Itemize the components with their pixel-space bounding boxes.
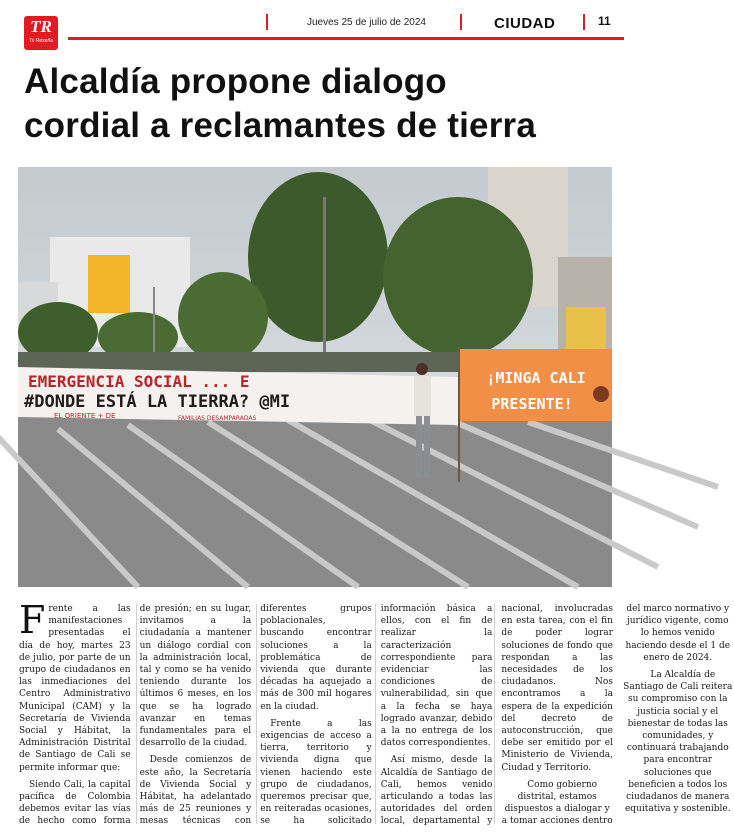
issue-date: Jueves 25 de julio de 2024 — [307, 17, 426, 28]
banner-text: FAMILIAS DESAMPARADAS — [178, 415, 257, 422]
header-separator — [583, 14, 585, 30]
tree — [383, 197, 533, 357]
flag-text: ¡MINGA CALI — [486, 369, 586, 387]
headline-line: cordial a reclamantes de tierra — [24, 106, 537, 145]
article-paragraph: Desde comienzos de este año, la Secretaría de Vivienda Social y Hábitat, ha adelantado más de 25 reuniones y mesas técnicas con diferentes grupos poblacionales, buscando encontrar soluciones a la problemática de vivienda que durante décadas ha aquejado a más de 300 mil hogares en la ciudad. — [139, 604, 372, 827]
banner-text: EL ORIENTE + DE — [54, 412, 116, 420]
header-separator — [460, 14, 462, 30]
drop-cap: F — [19, 598, 46, 642]
article-paragraph: La Alcaldía de Santiago de Cali reitera su compromiso con la justicia social y el bienestar de todas las comunidades, y continuará trabajando para encontrar soluciones que beneficien a todos los ciudadanos de manera equitativa y sostenible. — [623, 670, 733, 815]
building-yellow-panel — [88, 255, 130, 313]
logo-tagline: Tu Reseña — [28, 38, 54, 44]
flag-pole — [458, 347, 460, 482]
pavement — [18, 417, 612, 587]
lamp-post — [323, 197, 326, 367]
protest-photo-illustration — [18, 167, 612, 587]
article-photo — [18, 167, 612, 587]
header-separator — [266, 14, 268, 30]
page-number: 11 — [598, 14, 611, 28]
banner-text: EMERGENCIA SOCIAL ... E — [28, 372, 250, 391]
article-headline — [24, 60, 614, 148]
logo-mark: TR — [30, 17, 52, 36]
article-body — [19, 598, 733, 829]
section-name: CIUDAD — [494, 15, 556, 32]
headline-line: Alcaldía propone dialogo — [24, 62, 447, 101]
article-paragraph: Así mismo, desde la Alcaldía de Santiago de Cali, hemos venido articulando a todas las autoridades del orden local, departamental y nacional, involucradas en esta tarea, con el fin de poder lograr soluciones de fondo que respondan a las necesidades de los ciudadanos. Nos encontramos a la espera de la expedición del decreto de autoconstrucción, que debe ser emitido por el Ministerio de Vivienda, Ciudad y Territorio. — [380, 604, 613, 827]
article-paragraph: Frente a las exigencias de acceso a tierra, territorio y vivienda digna que vienen haciendo este grupo de ciudadanos, queremos precisar que, en reiteradas ocasiones, se ha solicitado información básica a ellos, con el fin de realizar la caracterización correspondiente para evidenciar las condiciones de vulnerabilidad, sin que a la fecha se haya logrado avanzar, debido a la no entrega de los datos correspondientes. — [260, 604, 493, 827]
article-paragraph: Siendo Cali, la capital pacífica de Colombia debemos evitar las vías de hecho como forma de presión; en su lugar, invitamos a la ciudadanía a mantener un diálogo cordial con la administración local, tal y como se ha venido teniendo durante los últimos 6 meses, en los que se ha logrado avanzar en temas fundamentales para el desarrollo de la ciudad. — [19, 604, 252, 827]
flag-emblem — [593, 386, 609, 402]
tree — [178, 272, 268, 362]
building-panel — [566, 307, 606, 352]
article-paragraph: Como gobierno distrital, estamos dispuestos a dialogar y a tomar acciones dentro del marco normativo y jurídico vigente, como lo hemos venido haciendo desde el 1 de enero de 2024. — [501, 604, 731, 827]
header-rule — [68, 37, 624, 40]
tree — [248, 172, 388, 342]
paragraph-text: rente a las manifestaciones presentadas el día de hoy, martes 23 de julio, por parte de un grupo de ciudadanos en las inmediaciones del Centro Administrativo Municipal (CAM) y la Secretaría de Vivienda Social y Hábitat, la Administración Distrital de Santiago de Cali se permite informar que: — [19, 604, 131, 773]
flag-text: PRESENTE! — [491, 395, 573, 413]
banner-text: #DONDE ESTÁ LA TIERRA? @MI — [24, 392, 291, 412]
publication-logo — [24, 16, 58, 50]
article-paragraph — [19, 598, 131, 774]
